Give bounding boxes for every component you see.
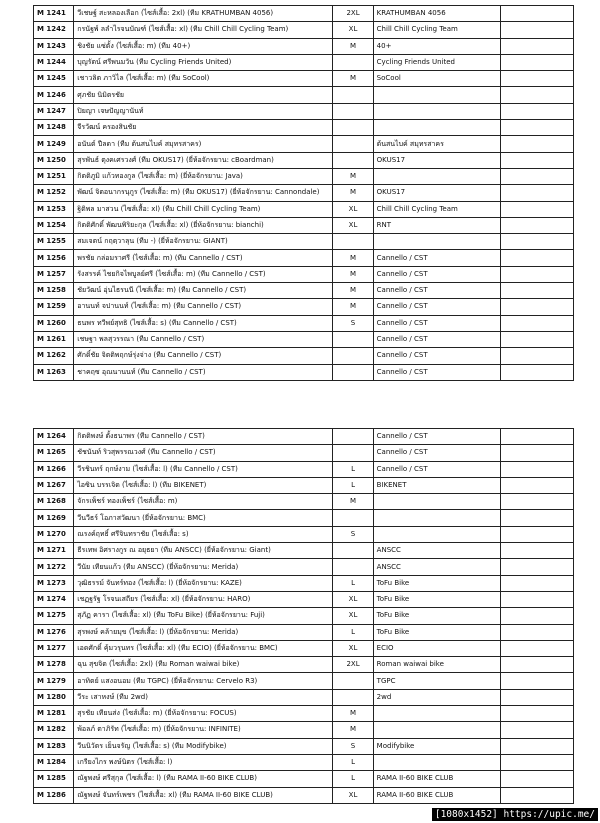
rider-code: M 1276 — [34, 624, 74, 640]
rider-code: M 1245 — [34, 71, 74, 87]
rider-name: วีระ เสาหงษ์ (ทีม 2wd) — [74, 689, 333, 705]
rider-code: M 1282 — [34, 722, 74, 738]
rider-code: M 1259 — [34, 299, 74, 315]
rider-name: ธนพร ทวีพย์สุทธิ (ไซส์เสื้อ: s) (ทีม Cannello / CST) — [74, 315, 333, 331]
rider-name: ศุภชัย นิมิตรชัย — [74, 87, 333, 103]
team-name: Cannello / CST — [373, 364, 500, 380]
rider-code: M 1281 — [34, 706, 74, 722]
shirt-size: M — [333, 168, 373, 184]
team-name: Chill Chill Cycling Team — [373, 201, 500, 217]
extra-cell — [501, 331, 574, 347]
rider-name: กิตติศักดิ์ พัฒนพิริยะกุล (ไซส์เสื้อ: xl) (ยี่ห้อจักรยาน: bianchi) — [74, 217, 333, 233]
team-name — [373, 103, 500, 119]
rider-code: M 1271 — [34, 543, 74, 559]
shirt-size — [333, 103, 373, 119]
image-size-url-footer: [1080x1452] https://upic.me/ — [432, 808, 598, 821]
table-row — [34, 217, 574, 233]
rider-name: อานนท์ จปานนท์ (ไซส์เสื้อ: m) (ทีม Cannello / CST) — [74, 299, 333, 315]
extra-cell — [501, 608, 574, 624]
extra-cell — [501, 787, 574, 803]
shirt-size: L — [333, 771, 373, 787]
team-name: ToFu Bike — [373, 608, 500, 624]
shirt-size: M — [333, 706, 373, 722]
rider-name: เกรียงไกร พงษ์นิตร (ไซส์เสื้อ: l) — [74, 754, 333, 770]
rider-name: เชษฐา พลสุวรรณา (ทีม Cannello / CST) — [74, 331, 333, 347]
extra-cell — [501, 6, 574, 22]
team-name: Cannello / CST — [373, 461, 500, 477]
rider-code: M 1275 — [34, 608, 74, 624]
team-name — [373, 494, 500, 510]
extra-cell — [501, 217, 574, 233]
team-name: Cannello / CST — [373, 250, 500, 266]
shirt-size: XL — [333, 787, 373, 803]
rider-code: M 1286 — [34, 787, 74, 803]
rider-code: M 1278 — [34, 657, 74, 673]
team-name — [373, 120, 500, 136]
extra-cell — [501, 494, 574, 510]
shirt-size — [333, 364, 373, 380]
shirt-size: L — [333, 461, 373, 477]
team-name — [373, 526, 500, 542]
rider-name: ชัยวัฒน์ อุ่นไธรนนี (ไซส์เสื้อ: m) (ทีม Cannello / CST) — [74, 283, 333, 299]
rider-name: จีรวัฒน์ ครองสินชัย — [74, 120, 333, 136]
extra-cell — [501, 234, 574, 250]
table-row — [34, 6, 574, 22]
shirt-size — [333, 348, 373, 364]
table-row — [34, 445, 574, 461]
rider-name: เอดศักดิ์ คุ้มวรุนทร (ไซส์เสื้อ: xl) (ทีม ECIO) (ยี่ห้อจักรยาน: BMC) — [74, 640, 333, 656]
rider-code: M 1263 — [34, 364, 74, 380]
team-name: RAMA II-60 BIKE CLUB — [373, 787, 500, 803]
team-name: TGPC — [373, 673, 500, 689]
extra-cell — [501, 543, 574, 559]
rider-name: กิตติภูมิ แก้วทองกูล (ไซส์เสื้อ: m) (ยี่ห้อจักรยาน: Java) — [74, 168, 333, 184]
shirt-size — [333, 54, 373, 70]
rider-code: M 1267 — [34, 477, 74, 493]
registration-table-2 — [33, 428, 574, 804]
extra-cell — [501, 348, 574, 364]
rider-name: ณัฐพงษ์ ศรีสุกุล (ไซส์เสื้อ: l) (ทีม RAMA II-60 BIKE CLUB) — [74, 771, 333, 787]
table-row — [34, 103, 574, 119]
rider-code: M 1258 — [34, 283, 74, 299]
rider-name: กรนัฐพ์ ลลำไรจนบัณฑ์ (ไซส์เสื้อ: xl) (ทีม Chill Chill Cycling Team) — [74, 22, 333, 38]
extra-cell — [501, 575, 574, 591]
shirt-size: L — [333, 477, 373, 493]
table-row — [34, 787, 574, 803]
rider-code: M 1241 — [34, 6, 74, 22]
team-name: ToFu Bike — [373, 624, 500, 640]
rider-code: M 1247 — [34, 103, 74, 119]
shirt-size — [333, 510, 373, 526]
team-name: Cannello / CST — [373, 283, 500, 299]
rider-code: M 1272 — [34, 559, 74, 575]
table-row — [34, 494, 574, 510]
table-row — [34, 461, 574, 477]
table-row — [34, 526, 574, 542]
sheet-divider — [0, 401, 600, 415]
rider-name: ณัฐพงษ์ จันทร์เพชร (ไซส์เสื้อ: xl) (ทีม RAMA II-60 BIKE CLUB) — [74, 787, 333, 803]
table-row — [34, 754, 574, 770]
rider-code: M 1274 — [34, 591, 74, 607]
rider-name: รังสรรค์ ไชยกิจไพบูลย์ศรี (ไซส์เสื้อ: m) (ทีม Cannello / CST) — [74, 266, 333, 282]
extra-cell — [501, 136, 574, 152]
extra-cell — [501, 624, 574, 640]
team-name — [373, 510, 500, 526]
extra-cell — [501, 461, 574, 477]
extra-cell — [501, 185, 574, 201]
extra-cell — [501, 591, 574, 607]
table-row — [34, 38, 574, 54]
team-name: ToFu Bike — [373, 575, 500, 591]
team-name: RNT — [373, 217, 500, 233]
extra-cell — [501, 673, 574, 689]
registration-sheet-2 — [33, 428, 574, 804]
rider-code: M 1268 — [34, 494, 74, 510]
shirt-size — [333, 136, 373, 152]
team-name — [373, 722, 500, 738]
shirt-size: S — [333, 526, 373, 542]
rider-name: พ้อลภ์ ตาภิรัท (ไซส์เสื้อ: m) (ยี่ห้อจักรยาน: INFINITE) — [74, 722, 333, 738]
team-name: SoCool — [373, 71, 500, 87]
rider-code: M 1251 — [34, 168, 74, 184]
team-name: Cannello / CST — [373, 266, 500, 282]
extra-cell — [501, 87, 574, 103]
rider-name: ชาคฤซ อุณนานนท์ (ทีม Cannello / CST) — [74, 364, 333, 380]
rider-name: สุรชัย เทียนส่ง (ไซส์เสื้อ: m) (ยี่ห้อจักรยาน: FOCUS) — [74, 706, 333, 722]
table-row — [34, 722, 574, 738]
team-name: Cycling Friends United — [373, 54, 500, 70]
extra-cell — [501, 429, 574, 445]
rider-name: ศักดิ์ชัย จิตติพฤกษ์รุ่งจ่าง (ทีม Cannello / CST) — [74, 348, 333, 364]
shirt-size: 2XL — [333, 657, 373, 673]
shirt-size — [333, 689, 373, 705]
rider-code: M 1256 — [34, 250, 74, 266]
team-name: OKUS17 — [373, 152, 500, 168]
rider-name: จักรเพ็ชร์ ทองเพ็ชร์ (ไซส์เสื้อ: m) — [74, 494, 333, 510]
rider-code: M 1243 — [34, 38, 74, 54]
extra-cell — [501, 283, 574, 299]
rider-code: M 1269 — [34, 510, 74, 526]
team-name: ANSCC — [373, 543, 500, 559]
rider-code: M 1279 — [34, 673, 74, 689]
shirt-size: XL — [333, 608, 373, 624]
team-name — [373, 168, 500, 184]
shirt-size — [333, 543, 373, 559]
team-name: Cannello / CST — [373, 331, 500, 347]
rider-name: พัฒน์ จิตอนากรนุกูร (ไซส์เสื้อ: m) (ทีม OKUS17) (ยี่ห้อจักรยาน: Cannondale) — [74, 185, 333, 201]
rider-code: M 1250 — [34, 152, 74, 168]
rider-name: ฉุน สุขจิต (ไซส์เสื้อ: 2xl) (ทีม Roman waiwai bike) — [74, 657, 333, 673]
rider-code: M 1262 — [34, 348, 74, 364]
table-row — [34, 168, 574, 184]
rider-code: M 1273 — [34, 575, 74, 591]
shirt-size: M — [333, 494, 373, 510]
team-name: OKUS17 — [373, 185, 500, 201]
rider-code: M 1270 — [34, 526, 74, 542]
team-name: KRATHUMBAN 4056 — [373, 6, 500, 22]
table-row — [34, 299, 574, 315]
table-row — [34, 706, 574, 722]
shirt-size: XL — [333, 22, 373, 38]
table-row — [34, 315, 574, 331]
extra-cell — [501, 689, 574, 705]
rider-name: วีรชินทร์ ฤกษ์งาม (ไซส์เสื้อ: l) (ทีม Cannello / CST) — [74, 461, 333, 477]
extra-cell — [501, 657, 574, 673]
team-name: 2wd — [373, 689, 500, 705]
team-name: Cannello / CST — [373, 348, 500, 364]
shirt-size: M — [333, 71, 373, 87]
rider-code: M 1244 — [34, 54, 74, 70]
shirt-size: XL — [333, 640, 373, 656]
rider-name: วีนวีธร์ โอภาสวัฒนา (ยี่ห้อจักรยาน: BMC) — [74, 510, 333, 526]
table-row — [34, 559, 574, 575]
extra-cell — [501, 201, 574, 217]
rider-code: M 1260 — [34, 315, 74, 331]
table-row — [34, 54, 574, 70]
rider-code: M 1264 — [34, 429, 74, 445]
shirt-size: M — [333, 722, 373, 738]
team-name: 40+ — [373, 38, 500, 54]
rider-code: M 1246 — [34, 87, 74, 103]
team-name — [373, 87, 500, 103]
team-name: Cannello / CST — [373, 315, 500, 331]
shirt-size: M — [333, 38, 373, 54]
table-row — [34, 657, 574, 673]
rider-code: M 1284 — [34, 754, 74, 770]
team-name: ToFu Bike — [373, 591, 500, 607]
rider-name: ณรงค์ฤทธิ์ ศรีจินทราชัย (ไซส์เสื้อ: s) — [74, 526, 333, 542]
extra-cell — [501, 640, 574, 656]
shirt-size: XL — [333, 591, 373, 607]
shirt-size — [333, 559, 373, 575]
extra-cell — [501, 120, 574, 136]
rider-code: M 1253 — [34, 201, 74, 217]
rider-name: ชิงชัย แซ่ตั้ง (ไซส์เสื้อ: m) (ทีม 40+) — [74, 38, 333, 54]
extra-cell — [501, 738, 574, 754]
shirt-size: S — [333, 315, 373, 331]
team-name: RAMA II-60 BIKE CLUB — [373, 771, 500, 787]
rider-code: M 1280 — [34, 689, 74, 705]
rider-code: M 1248 — [34, 120, 74, 136]
table-row — [34, 738, 574, 754]
table-row — [34, 266, 574, 282]
rider-name: เชาวลิต ภาวิไล (ไซส์เสื้อ: m) (ทีม SoCool) — [74, 71, 333, 87]
extra-cell — [501, 722, 574, 738]
rider-code: M 1242 — [34, 22, 74, 38]
shirt-size: L — [333, 624, 373, 640]
shirt-size: M — [333, 266, 373, 282]
shirt-size — [333, 331, 373, 347]
rider-code: M 1252 — [34, 185, 74, 201]
extra-cell — [501, 299, 574, 315]
rider-name: เชฏฐรัฐ โรจนเสถียร (ไซส์เสื้อ: xl) (ยี่ห้อจักรยาน: HARO) — [74, 591, 333, 607]
rider-name: อาทิตย์ แสงอนอม (ทีม TGPC) (ยี่ห้อจักรยาน: Cervelo R3) — [74, 673, 333, 689]
shirt-size: XL — [333, 217, 373, 233]
extra-cell — [501, 315, 574, 331]
rider-name: สุภัฏ คารา (ไซส์เสื้อ: xl) (ทีม ToFu Bike) (ยี่ห้อจักรยาน: Fuji) — [74, 608, 333, 624]
table-row — [34, 120, 574, 136]
team-name: Cannello / CST — [373, 445, 500, 461]
shirt-size: M — [333, 283, 373, 299]
rider-name: ชัชนันท์ ริวสุพรรณวงศ์ (ทีม Cannello / CST) — [74, 445, 333, 461]
rider-code: M 1277 — [34, 640, 74, 656]
rider-code: M 1254 — [34, 217, 74, 233]
table-row — [34, 624, 574, 640]
extra-cell — [501, 168, 574, 184]
table-row — [34, 87, 574, 103]
rider-code: M 1257 — [34, 266, 74, 282]
table-row — [34, 283, 574, 299]
registration-table-1 — [33, 5, 574, 381]
rider-code: M 1283 — [34, 738, 74, 754]
extra-cell — [501, 445, 574, 461]
rider-code: M 1249 — [34, 136, 74, 152]
rider-name: บุญรัตน์ ศรีพนมวัน (ทีม Cycling Friends United) — [74, 54, 333, 70]
table-row — [34, 331, 574, 347]
shirt-size — [333, 673, 373, 689]
rider-name: ปิยญา เจษปัญญานันท์ — [74, 103, 333, 119]
extra-cell — [501, 364, 574, 380]
shirt-size — [333, 120, 373, 136]
rider-name: อนันต์ ปีลดา (ทีม ต้นสนไบค์ สมุทรสาคร) — [74, 136, 333, 152]
rider-code: M 1285 — [34, 771, 74, 787]
extra-cell — [501, 706, 574, 722]
extra-cell — [501, 38, 574, 54]
shirt-size: L — [333, 575, 373, 591]
team-name: Cannello / CST — [373, 299, 500, 315]
table-row — [34, 608, 574, 624]
rider-name: วีนัย เทียนแก้ว (ทีม ANSCC) (ยี่ห้อจักรยาน: Merida) — [74, 559, 333, 575]
table-row — [34, 591, 574, 607]
table-row — [34, 429, 574, 445]
table-row — [34, 510, 574, 526]
team-name: Modifybike — [373, 738, 500, 754]
shirt-size: 2XL — [333, 6, 373, 22]
rider-code: M 1261 — [34, 331, 74, 347]
extra-cell — [501, 152, 574, 168]
rider-name: ไอซิน บรรเจิด (ไซส์เสื้อ: l) (ทีม BIKENET) — [74, 477, 333, 493]
rider-name: ฐิติพล มาสวน (ไซส์เสื้อ: xl) (ทีม Chill Chill Cycling Team) — [74, 201, 333, 217]
shirt-size: M — [333, 299, 373, 315]
extra-cell — [501, 510, 574, 526]
extra-cell — [501, 771, 574, 787]
shirt-size: M — [333, 185, 373, 201]
team-name: BIKENET — [373, 477, 500, 493]
rider-code: M 1255 — [34, 234, 74, 250]
extra-cell — [501, 54, 574, 70]
shirt-size — [333, 87, 373, 103]
team-name: Cannello / CST — [373, 429, 500, 445]
table-row — [34, 185, 574, 201]
rider-name: สมเจตน์ กฤตฺวาลุน (ทีม -) (ยี่ห้อจักรยาน: GIANT) — [74, 234, 333, 250]
team-name: ECIO — [373, 640, 500, 656]
extra-cell — [501, 526, 574, 542]
table-row — [34, 771, 574, 787]
rider-name: วีนนิวัตร เย็นจรัญ (ไซส์เสื้อ: s) (ทีม Modifybike) — [74, 738, 333, 754]
table-row — [34, 136, 574, 152]
table-row — [34, 201, 574, 217]
table-row — [34, 22, 574, 38]
extra-cell — [501, 103, 574, 119]
shirt-size: XL — [333, 201, 373, 217]
rider-name: วีเชษฐ์ สะหลองเลือก (ไซส์เสื้อ: 2xl) (ทีม KRATHUMBAN 4056) — [74, 6, 333, 22]
extra-cell — [501, 71, 574, 87]
shirt-size: L — [333, 754, 373, 770]
table-row — [34, 152, 574, 168]
extra-cell — [501, 477, 574, 493]
table-row — [34, 673, 574, 689]
extra-cell — [501, 266, 574, 282]
rider-code: M 1265 — [34, 445, 74, 461]
extra-cell — [501, 754, 574, 770]
team-name: Chill Chill Cycling Team — [373, 22, 500, 38]
shirt-size: M — [333, 250, 373, 266]
shirt-size: S — [333, 738, 373, 754]
extra-cell — [501, 22, 574, 38]
shirt-size — [333, 152, 373, 168]
table-row — [34, 477, 574, 493]
table-row — [34, 234, 574, 250]
rider-name: กิตติพงษ์ ตั้งธนาพร (ทีม Cannello / CST) — [74, 429, 333, 445]
team-name — [373, 706, 500, 722]
team-name — [373, 234, 500, 250]
table-row — [34, 364, 574, 380]
shirt-size — [333, 445, 373, 461]
rider-name: วุฒิธรรม์ จันทร์ทอง (ไซส์เสื้อ: l) (ยี่ห้อจักรยาน: KAZE) — [74, 575, 333, 591]
extra-cell — [501, 559, 574, 575]
team-name: ต้นสนไบค์ สมุทรสาคร — [373, 136, 500, 152]
table-row — [34, 348, 574, 364]
rider-name: สุรพันธ์ ตุงคเศรวงศ์ (ทีม OKUS17) (ยี่ห้อจักรยาน: cBoardman) — [74, 152, 333, 168]
team-name: ANSCC — [373, 559, 500, 575]
table-row — [34, 575, 574, 591]
extra-cell — [501, 250, 574, 266]
table-row — [34, 71, 574, 87]
team-name: Roman waiwai bike — [373, 657, 500, 673]
shirt-size — [333, 429, 373, 445]
registration-sheet-1 — [33, 5, 574, 381]
rider-name: สุรพงษ์ คล้ายมุข (ไซส์เสื้อ: l) (ยี่ห้อจักรยาน: Merida) — [74, 624, 333, 640]
rider-name: ธีรเทพ อิศรางกูร ณ อยุธยา (ทีม ANSCC) (ยี่ห้อจักรยาน: Giant) — [74, 543, 333, 559]
team-name — [373, 754, 500, 770]
table-row — [34, 543, 574, 559]
table-row — [34, 640, 574, 656]
shirt-size — [333, 234, 373, 250]
rider-code: M 1266 — [34, 461, 74, 477]
table-row — [34, 689, 574, 705]
table-row — [34, 250, 574, 266]
rider-name: พรชัย กล่อมราศรี (ไซส์เสื้อ: m) (ทีม Cannello / CST) — [74, 250, 333, 266]
